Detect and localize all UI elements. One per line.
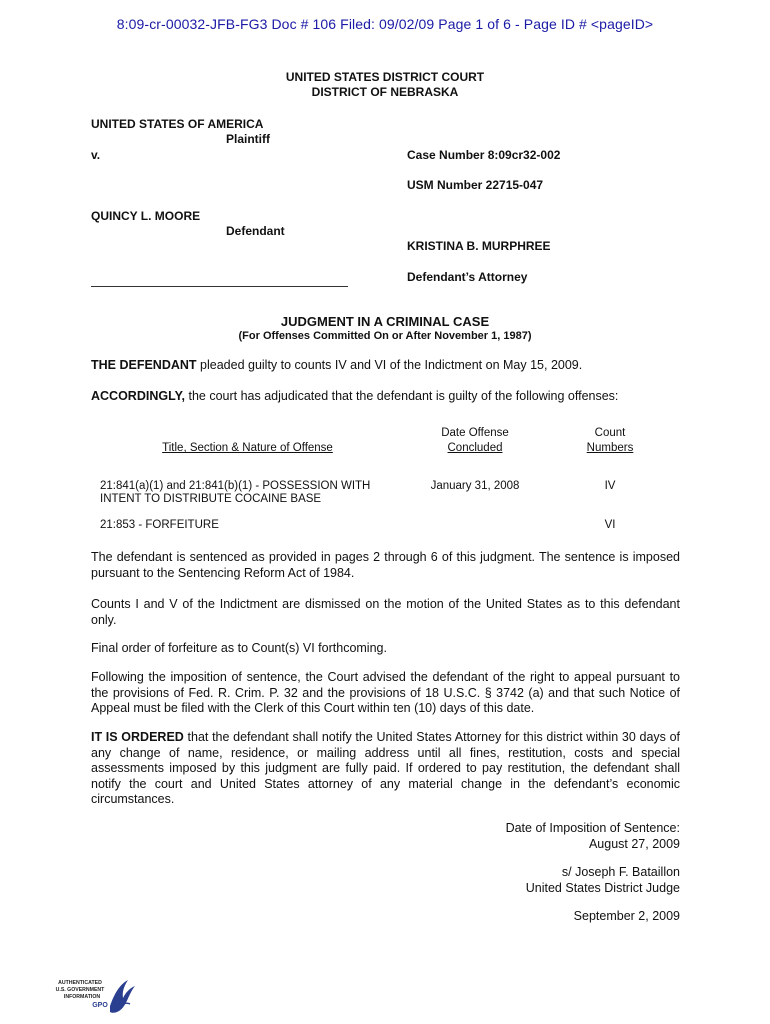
header-count-line1: Count bbox=[594, 427, 626, 439]
versus: v. bbox=[91, 148, 101, 162]
attorney-role: Defendant’s Attorney bbox=[407, 270, 528, 284]
signature-block bbox=[420, 865, 680, 896]
defendant-name: QUINCY L. MOORE bbox=[91, 209, 201, 223]
offense-count: VI bbox=[604, 519, 616, 531]
header-date-line2: Concluded bbox=[447, 442, 503, 454]
accordingly-text: the court has adjudicated that the defendant is guilty of the following offenses: bbox=[185, 389, 619, 403]
header-date-line1: Date Offense bbox=[441, 427, 509, 439]
imposition-date: August 27, 2009 bbox=[588, 836, 680, 851]
plaintiff-name: UNITED STATES OF AMERICA bbox=[91, 117, 264, 131]
judgment-subtitle: (For Offenses Committed On or After November 1, 1987) bbox=[238, 330, 532, 342]
gpo-line2: U.S. GOVERNMENT bbox=[55, 987, 105, 993]
ordered-lead: IT IS ORDERED bbox=[91, 730, 184, 744]
court-district: DISTRICT OF NEBRASKA bbox=[311, 85, 459, 99]
dismissed-paragraph: Counts I and V of the Indictment are dismissed on the motion of the United States as to this defendant only. bbox=[91, 597, 680, 627]
header-count-line2: Numbers bbox=[586, 442, 634, 454]
caption-divider bbox=[91, 286, 348, 287]
defendant-paragraph bbox=[91, 358, 680, 374]
imposition-block bbox=[420, 821, 680, 852]
defendant-role: Defendant bbox=[226, 224, 285, 238]
judge-signature: s/ Joseph F. Bataillon bbox=[561, 865, 680, 879]
header-date bbox=[400, 426, 550, 456]
appeal-paragraph: Following the imposition of sentence, the Court advised the defendant of the right to appeal pursuant to the provisions of Fed. R. Crim. P. 32 and the provisions of 18 U.S.C. § 3742 (a) and that such Notice of Appeal must be filed with the Clerk of this Court within ten (10) days of this date. bbox=[91, 670, 680, 715]
filing-header: 8:09-cr-00032-JFB-FG3 Doc # 106 Filed: 09/02/09 Page 1 of 6 - Page ID # <pageID> bbox=[116, 16, 654, 32]
usm-number: USM Number 22715-047 bbox=[407, 178, 544, 192]
header-offense: Title, Section & Nature of Offense bbox=[162, 442, 333, 454]
forfeiture-paragraph: Final order of forfeiture as to Count(s) VI forthcoming. bbox=[91, 641, 387, 655]
gpo-mark: GPO bbox=[92, 1002, 108, 1009]
accordingly-lead: ACCORDINGLY, bbox=[91, 389, 185, 403]
header-count bbox=[560, 426, 660, 456]
gpo-line3: INFORMATION bbox=[63, 994, 101, 1000]
offense-line1: 21:841(a)(1) and 21:841(b)(1) - POSSESSION WITH bbox=[100, 480, 371, 492]
defendant-lead: THE DEFENDANT bbox=[91, 358, 197, 372]
table-row bbox=[100, 519, 400, 532]
court-name: UNITED STATES DISTRICT COURT bbox=[285, 70, 485, 84]
ordered-paragraph bbox=[91, 730, 680, 808]
case-number: Case Number 8:09cr32-002 bbox=[407, 148, 561, 162]
attorney-name: KRISTINA B. MURPHREE bbox=[407, 239, 551, 253]
imposition-label: Date of Imposition of Sentence: bbox=[505, 821, 680, 835]
offense-count: IV bbox=[604, 480, 616, 492]
gpo-authenticated-logo bbox=[40, 976, 140, 1016]
signed-date: September 2, 2009 bbox=[573, 909, 680, 923]
offense-line1: 21:853 - FORFEITURE bbox=[100, 519, 219, 531]
offense-date: January 31, 2008 bbox=[430, 480, 520, 492]
sentence-paragraph: The defendant is sentenced as provided in pages 2 through 6 of this judgment. The sentence is imposed pursuant to the Sentencing Reform Act of 1984. bbox=[91, 550, 680, 580]
ordered-text: that the defendant shall notify the United States Attorney for this district within 30 days of any change of name, residence, or mailing address until all fines, restitution, costs and special assessments imposed by this judgment are fully paid. If ordered to pay restitution, the defendant shall notify the court and United States attorney of any material change in the defendant’s economic circumstances. bbox=[91, 730, 681, 806]
defendant-text: pleaded guilty to counts IV and VI of the Indictment on May 15, 2009. bbox=[196, 358, 583, 372]
judgment-title: JUDGMENT IN A CRIMINAL CASE bbox=[280, 314, 490, 329]
judge-title: United States District Judge bbox=[525, 880, 680, 895]
gpo-line1: AUTHENTICATED bbox=[58, 980, 102, 986]
court-heading bbox=[0, 70, 770, 100]
offense-line2: INTENT TO DISTRIBUTE COCAINE BASE bbox=[100, 493, 322, 505]
accordingly-paragraph bbox=[91, 389, 680, 405]
table-row bbox=[100, 480, 400, 506]
gpo-eagle-icon bbox=[40, 976, 140, 1016]
plaintiff-role: Plaintiff bbox=[226, 132, 270, 146]
